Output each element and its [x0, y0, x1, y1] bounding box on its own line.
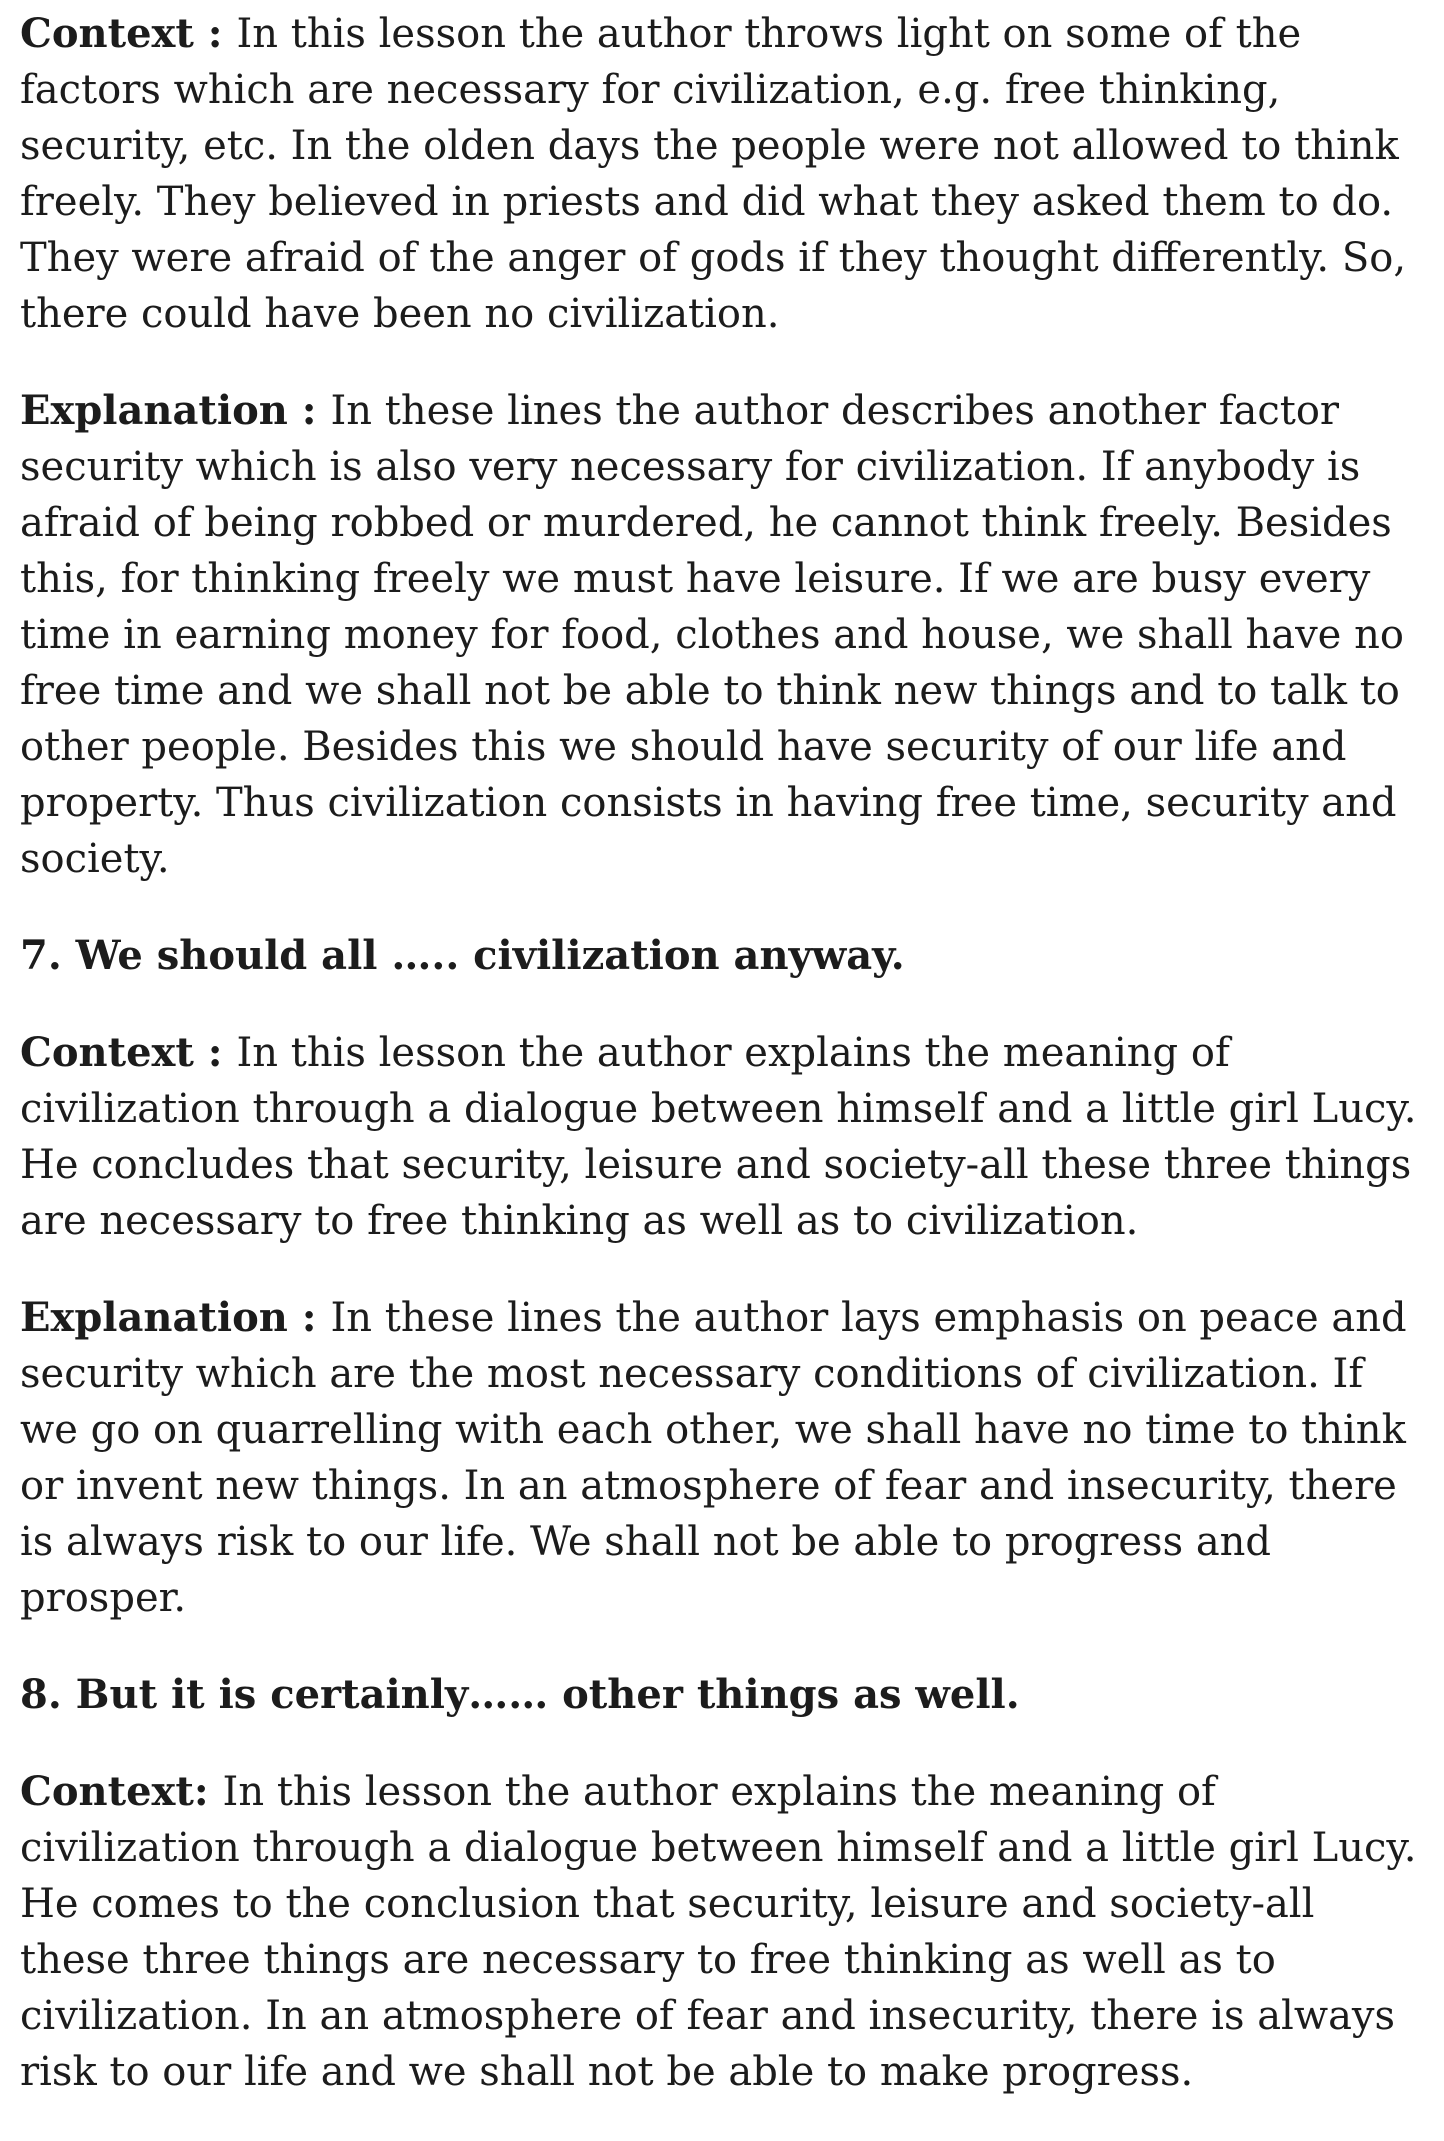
- context-paragraph-3: [20, 1764, 1420, 2100]
- context-paragraph-1: [20, 6, 1420, 342]
- explanation-label: Explanation :: [20, 387, 331, 434]
- explanation-text: In these lines the author lays emphasis on peace and security which are the most necessary conditions of civilization. If we go on quarrelling with each other, we shall have no time to think or invent new things. In an atmosphere of fear and insecurity, there is always risk to our life. We shall not be able to progress and prosper.: [20, 1295, 1407, 1621]
- explanation-paragraph-1: [20, 383, 1420, 887]
- explanation-paragraph-2: [20, 1290, 1420, 1626]
- document-page: [20, 0, 1420, 2141]
- explanation-text: In these lines the author describes another factor security which is also very necessary for civilization. If anybody is afraid of being robbed or murdered, he cannot think freely. Besides this, for thinking freely we must have leisure. If we are busy every time in earning money for food, clothes and house, we shall have no free time and we shall not be able to think new things and to talk to other people. Besides this we should have security of our life and property. Thus civilization consists in having free time, security and society.: [20, 388, 1404, 882]
- context-paragraph-2: [20, 1025, 1420, 1249]
- context-text: In this lesson the author explains the meaning of civilization through a dialogue between himself and a little girl Lucy. He concludes that security, leisure and society-all these three things are necessary to free thinking as well as to civilization.: [20, 1030, 1417, 1244]
- section-heading-7: 7. We should all ….. civilization anyway.: [20, 932, 905, 979]
- explanation-label: Explanation :: [20, 1294, 331, 1341]
- context-label: Context :: [20, 10, 237, 57]
- context-text: In this lesson the author explains the meaning of civilization through a dialogue between himself and a little girl Lucy. He comes to the conclusion that security, leisure and society-all these three things are necessary to free thinking as well as to civilization. In an atmosphere of fear and insecurity, there is always risk to our life and we shall not be able to make progress.: [20, 1769, 1417, 2095]
- context-label: Context :: [20, 1029, 237, 1076]
- section-heading-8: 8. But it is certainly…… other things as well.: [20, 1671, 1020, 1718]
- context-text: In this lesson the author throws light on some of the factors which are necessary for civilization, e.g. free thinking, security, etc. In the olden days the people were not allowed to think freely. They believed in priests and did what they asked them to do. They were afraid of the anger of gods if they thought differently. So, there could have been no civilization.: [20, 11, 1407, 337]
- context-label: Context:: [20, 1768, 223, 1815]
